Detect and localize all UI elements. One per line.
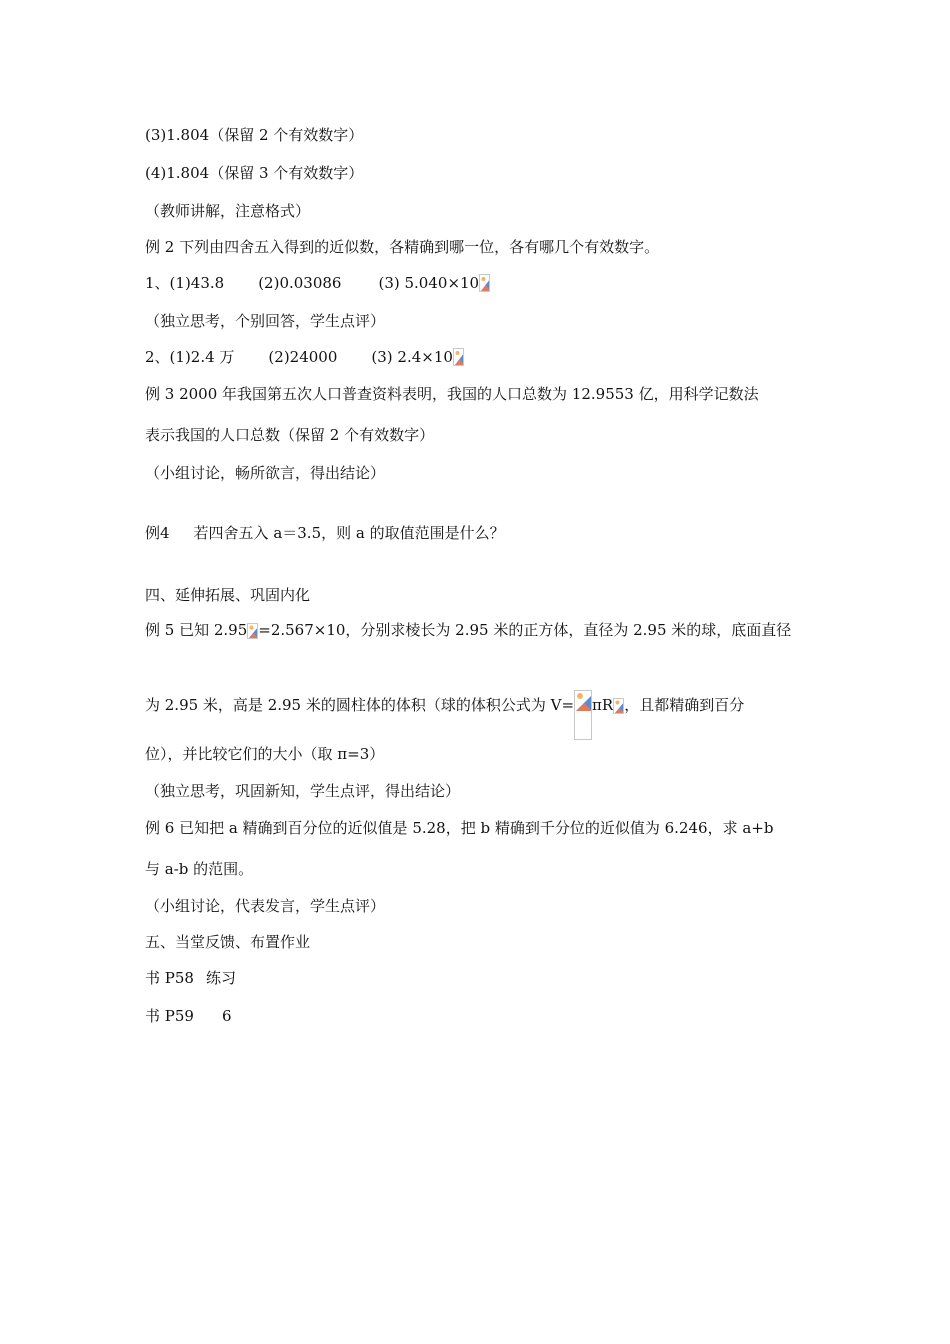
text-item: 书 P59 — [145, 1007, 194, 1025]
line-example6-a — [145, 818, 773, 838]
text-item: 1、(1)43.8 — [145, 274, 225, 292]
text-item: 6 — [221, 1007, 232, 1025]
text-item: πR — [592, 696, 614, 714]
text-item: 例 5 已知 2.95 — [145, 621, 248, 639]
line-example2-items1 — [145, 273, 490, 293]
line-homework-2 — [145, 1006, 232, 1026]
line-teacher-note — [145, 201, 310, 221]
line-independent-note-2 — [145, 781, 460, 801]
text-line: 例 2 下列由四舍五入得到的近似数，各精确到哪一位，各有哪几个有效数字。 — [145, 238, 660, 256]
line-group-note-2 — [145, 896, 385, 916]
line-example1-part3 — [145, 125, 363, 145]
text-line: （教师讲解，注意格式） — [145, 202, 311, 220]
text-line: 例 3 2000 年我国第五次人口普查资料表明，我国的人口总数为 12.9553 亿，用科学记数法 — [145, 385, 759, 403]
line-example2-items2 — [145, 347, 464, 367]
text-line: 例 6 已知把 a 精确到百分位的近似值是 5.28，把 b 精确到千分位的近似值为 6.246，求 a+b — [145, 819, 774, 837]
text-item: (3) 5.040×10 — [378, 274, 480, 292]
text-item: (2)24000 — [268, 348, 338, 366]
text-item: 练习 — [205, 969, 236, 987]
text-item: 例4 — [145, 524, 170, 542]
text-line: （小组讨论，代表发言，学生点评） — [145, 897, 386, 915]
line-example5-b — [145, 690, 744, 740]
text-item: 为 2.95 米，高是 2.95 米的圆柱体的体积（球的体积公式为 V= — [145, 696, 575, 714]
text-line: (4)1.804（保留 3 个有效数字） — [145, 164, 364, 182]
text-item: =2.567×10，分别求棱长为 2.95 米的正方体，直径为 2.95 米的球，底面直径 — [258, 621, 792, 639]
broken-image-icon — [453, 348, 464, 366]
text-line: 五、当堂反馈、布置作业 — [145, 933, 311, 951]
broken-image-icon — [574, 690, 592, 740]
line-example1-part4 — [145, 163, 363, 183]
text-line: (3)1.804（保留 2 个有效数字） — [145, 126, 364, 144]
text-line: （独立思考，个别回答，学生点评） — [145, 312, 386, 330]
line-group-note — [145, 463, 385, 483]
line-example4 — [145, 523, 505, 543]
text-item: (3) 2.4×10 — [371, 348, 453, 366]
broken-image-icon — [479, 274, 490, 292]
line-example3-b — [145, 425, 434, 445]
text-line: 表示我国的人口总数（保留 2 个有效数字） — [145, 426, 435, 444]
broken-image-icon — [613, 698, 624, 714]
text-item: 书 P58 — [145, 969, 194, 987]
text-line: （小组讨论，畅所欲言，得出结论） — [145, 464, 386, 482]
line-example2-title — [145, 237, 659, 257]
line-independent-note — [145, 311, 385, 331]
text-item: 2、(1)2.4 万 — [145, 348, 235, 366]
broken-image-icon — [247, 623, 258, 639]
line-example5-a — [145, 620, 791, 640]
line-example3-a — [145, 384, 759, 404]
text-line: （独立思考，巩固新知，学生点评，得出结论） — [145, 782, 461, 800]
text-item: ，且都精确到百分 — [624, 696, 745, 714]
text-line: 位），并比较它们的大小（取 π=3） — [145, 745, 385, 763]
text-line: 四、延伸拓展、巩固内化 — [145, 586, 311, 604]
text-item: (2)0.03086 — [258, 274, 342, 292]
text-item: 若四舍五入 a＝3.5，则 a 的取值范围是什么？ — [193, 524, 505, 542]
line-example6-b — [145, 859, 253, 879]
section-heading-5 — [145, 932, 310, 952]
text-line: 与 a-b 的范围。 — [145, 860, 254, 878]
line-example5-c — [145, 744, 384, 764]
line-homework-1 — [145, 968, 236, 988]
section-heading-4 — [145, 585, 310, 605]
